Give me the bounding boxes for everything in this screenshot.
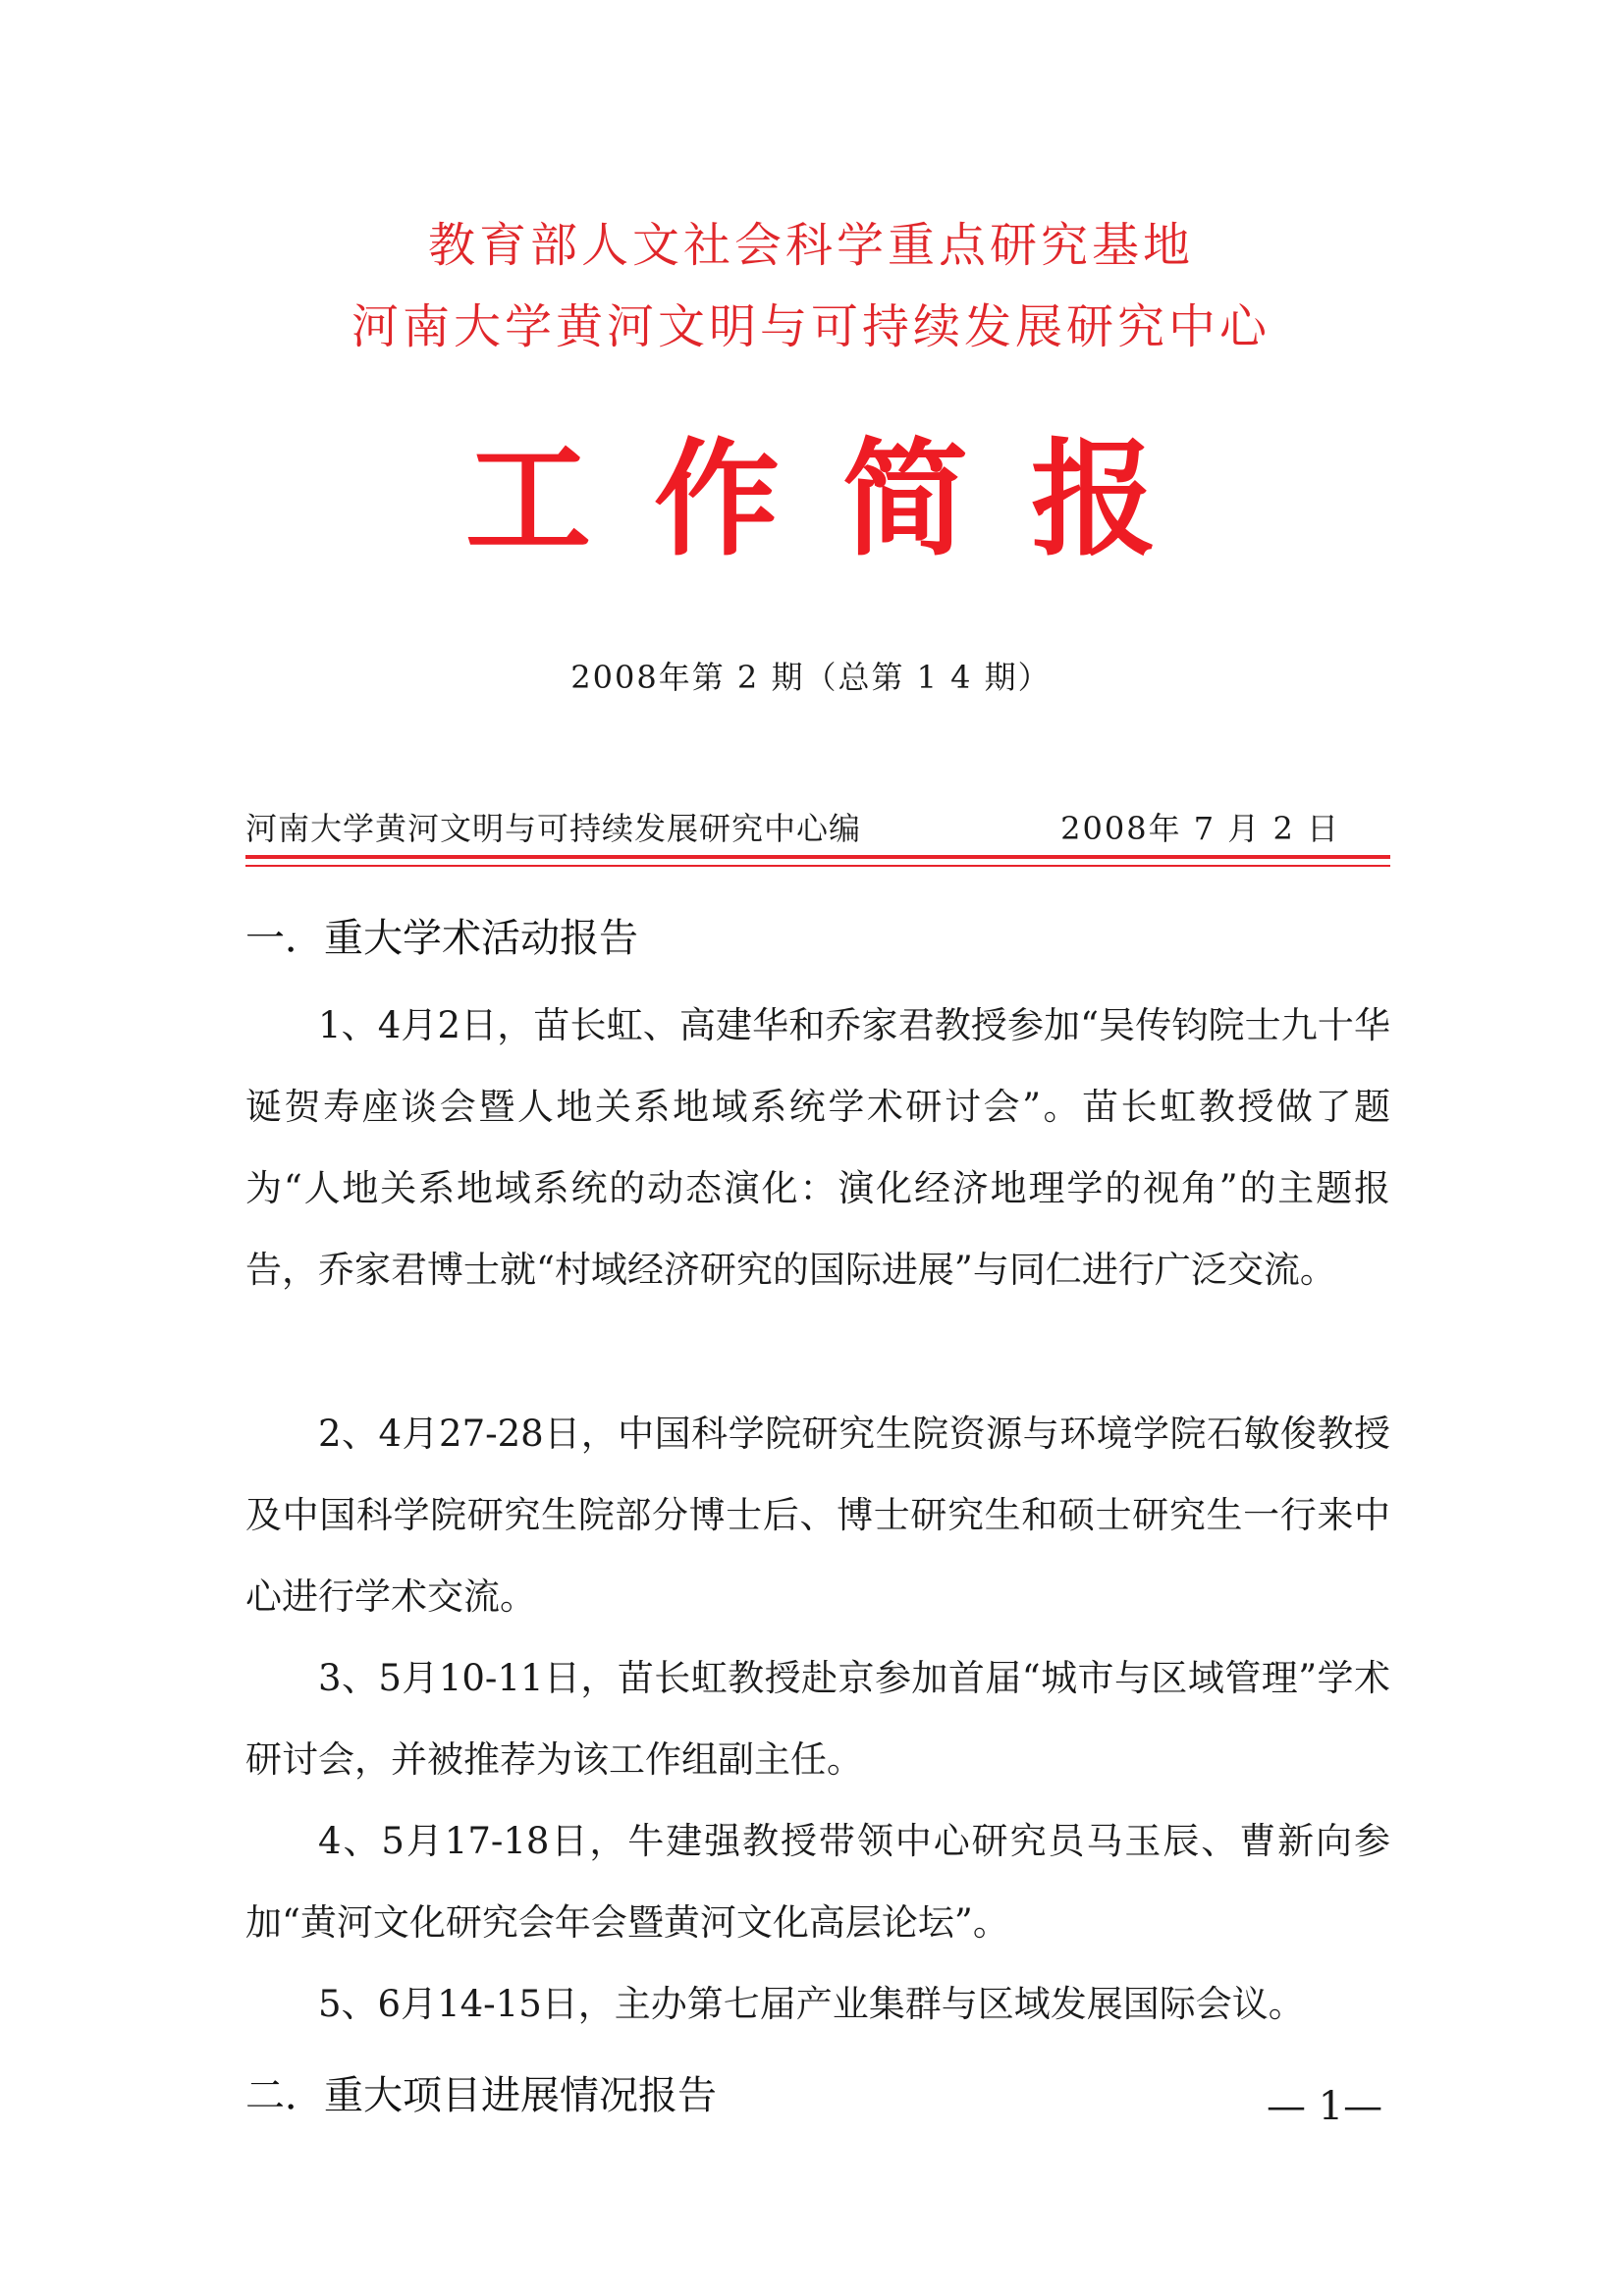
editor-line: 河南大学黄河文明与可持续发展研究中心编 (245, 810, 862, 847)
org-line-2: 河南大学黄河文明与可持续发展研究中心 (351, 299, 1271, 354)
activity-item-4: 4、5月17-18日，牛建强教授带领中心研究员马玉辰、曹新向参加“黄河文化研究会年会暨黄河文化高层论坛”。 (245, 1820, 1390, 1944)
red-rule-thick (245, 855, 1390, 859)
section-heading-2: 二．重大项目进展情况报告 (245, 2073, 717, 2118)
title-char-3: 简 (842, 427, 969, 573)
page-number: — 1— (1267, 2084, 1383, 2129)
activity-item-3: 3、5月10-11日，苗长虹教授赴京参加首届“城市与区域管理”学术研讨会，并被推荐为该工作组副主任。 (245, 1657, 1390, 1781)
title-char-2: 作 (653, 427, 780, 573)
red-rule-thin (245, 865, 1390, 867)
issue-number: 2008年第 2 期（总第 1 4 期） (570, 659, 1052, 696)
activity-item-5: 5、6月14-15日，主办第七届产业集群与区域发展国际会议。 (318, 1983, 1305, 2025)
org-line-1: 教育部人文社会科学重点研究基地 (427, 218, 1194, 273)
masthead (245, 805, 1389, 852)
bulletin-title (0, 427, 1622, 573)
title-char-1: 工 (464, 427, 591, 573)
publish-date: 2008年 7 月 2 日 (1060, 810, 1340, 847)
activity-item-2: 2、4月27-28日，中国科学院研究生院资源与环境学院石敏俊教授及中国科学院研究生院部分博士后、博士研究生和硕士研究生一行来中心进行学术交流。 (245, 1413, 1390, 1618)
activity-item-1: 1、4月2日，苗长虹、高建华和乔家君教授参加“吴传钧院士九十华诞贺寿座谈会暨人地关系地域系统学术研讨会”。苗长虹教授做了题为“人地关系地域系统的动态演化：演化经济地理学的视角”的主题报告，乔家君博士就“村域经济研究的国际进展”与同仁进行广泛交流。 (245, 1004, 1390, 1291)
title-char-4: 报 (1031, 427, 1158, 573)
section-heading-1: 一．重大学术活动报告 (245, 916, 638, 961)
